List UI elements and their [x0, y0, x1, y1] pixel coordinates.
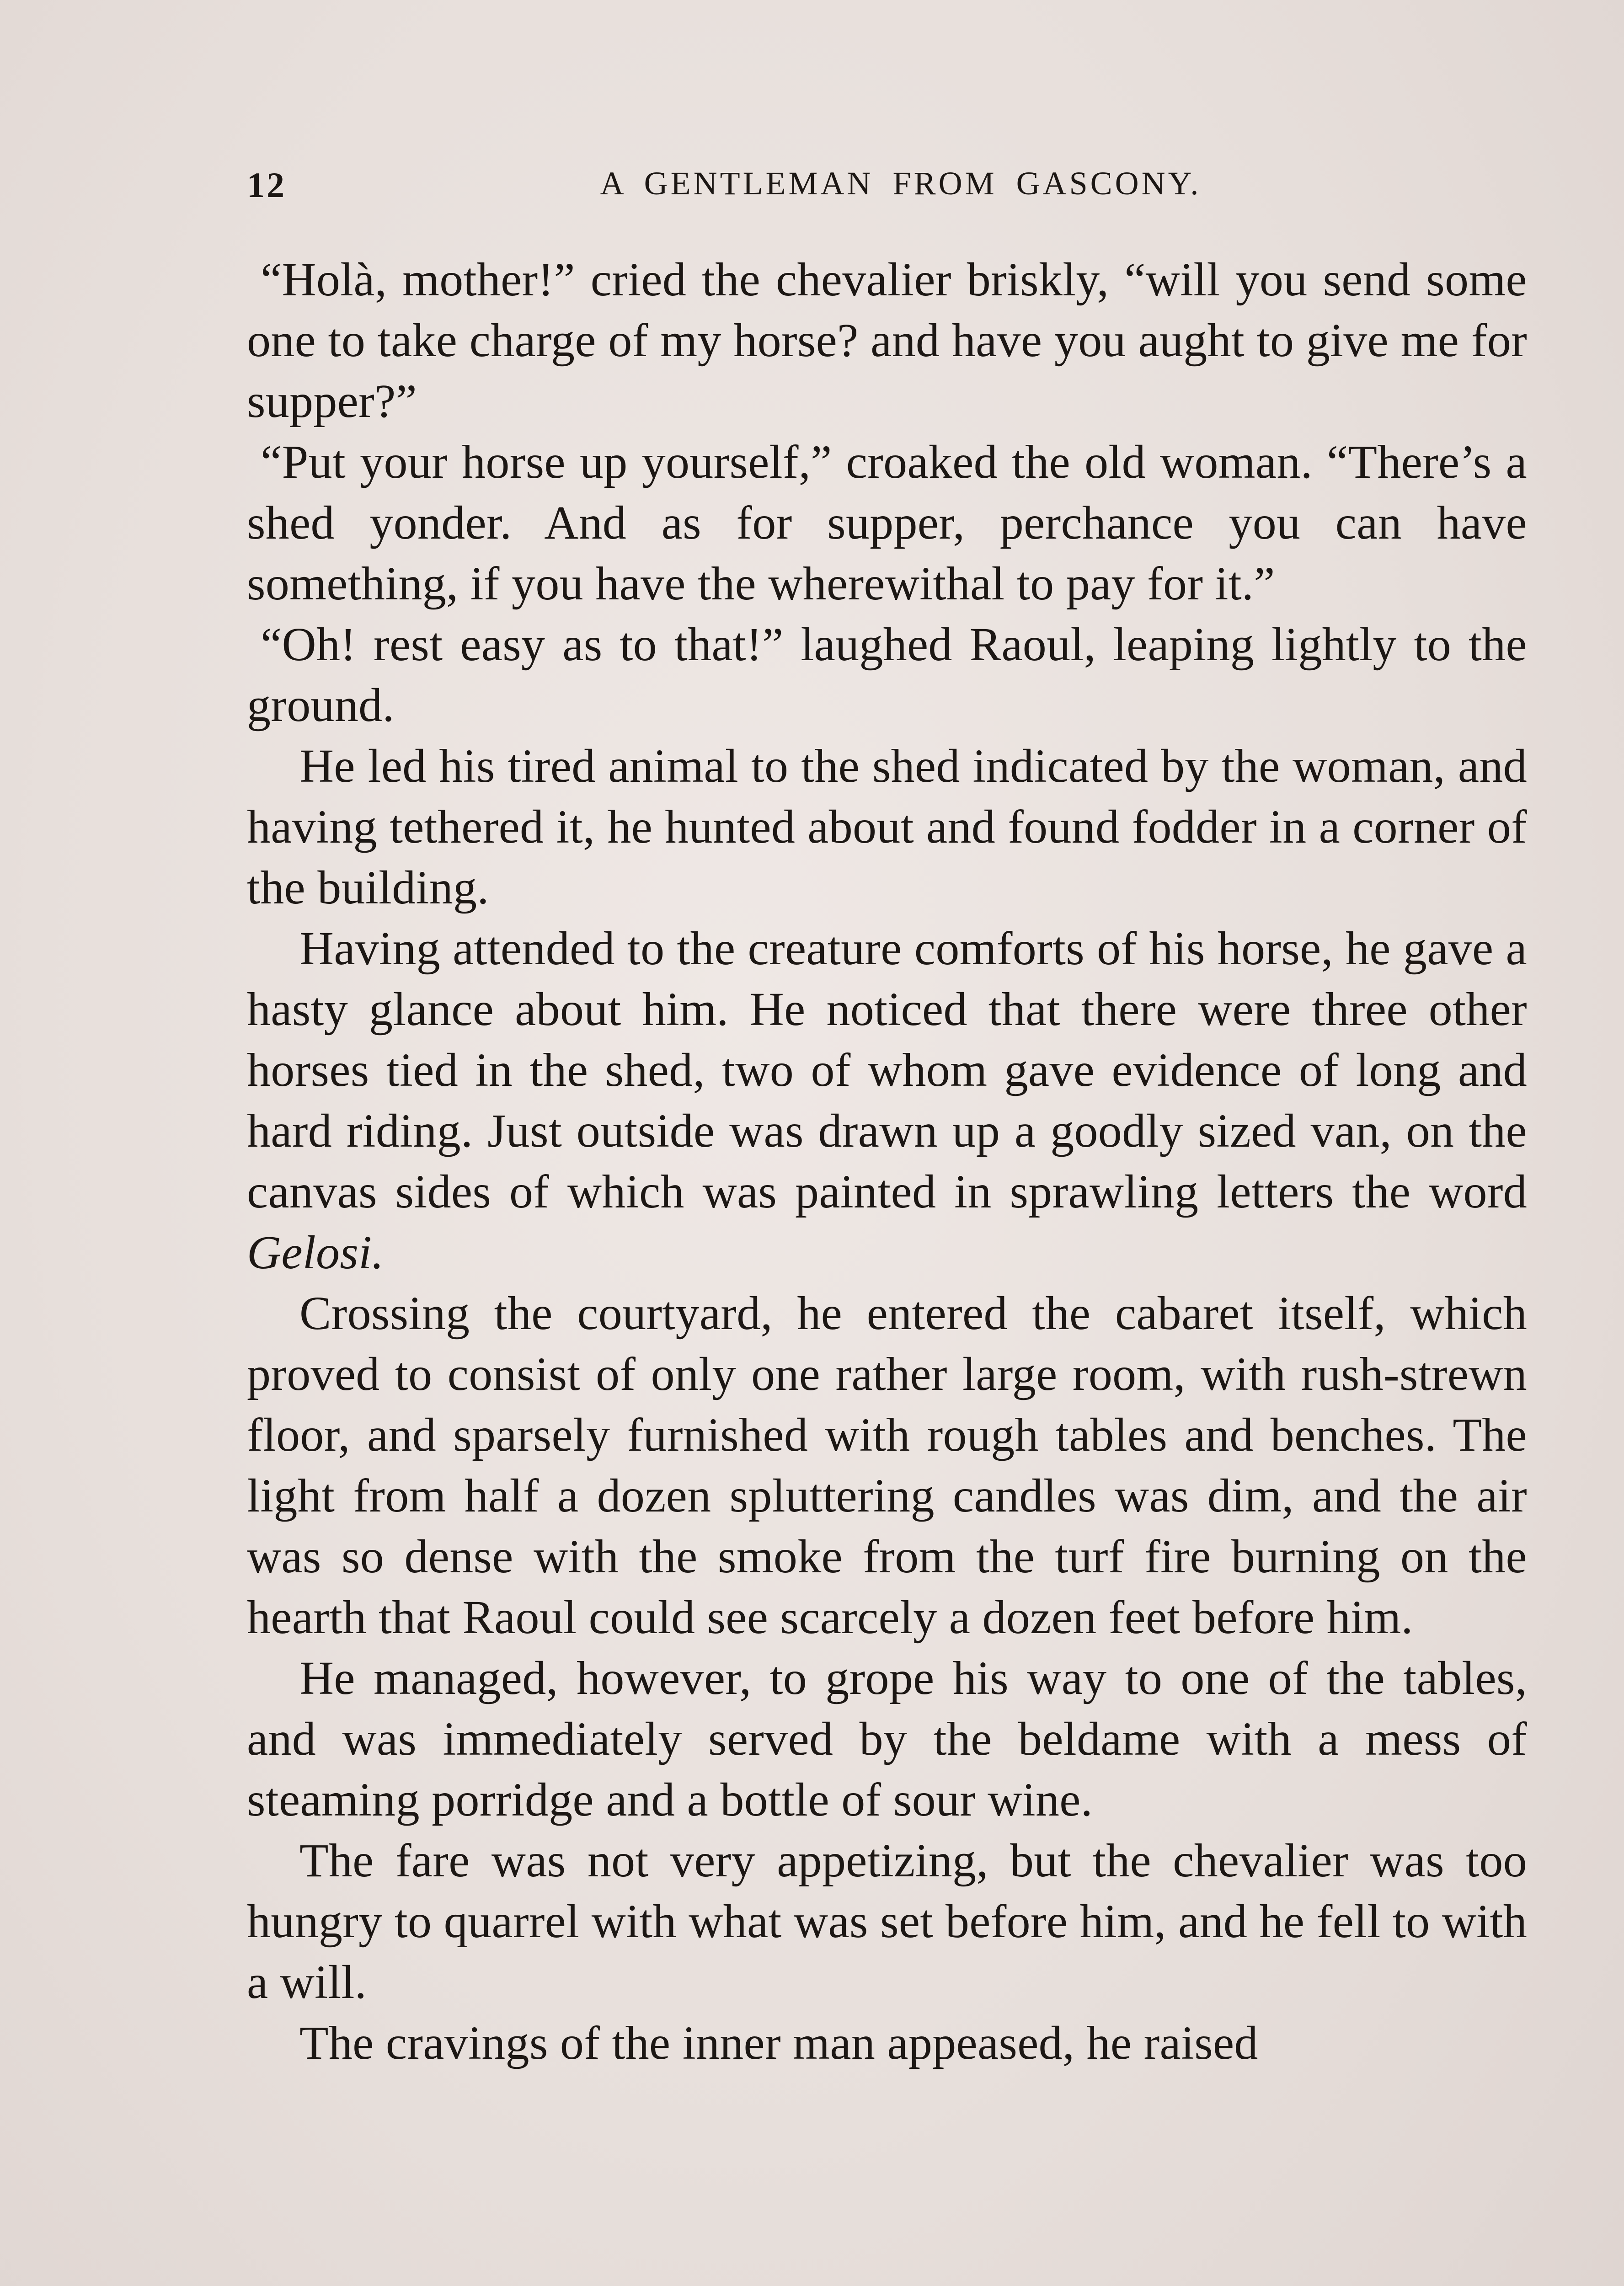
paragraph: The cravings of the inner man appeased, he raised — [299, 2017, 1258, 2069]
paragraph: He managed, however, to grope his way to one of the tables, and was immediately served by the beldame with a mess of steaming porridge and a bottle of sour wine. — [247, 1652, 1527, 1826]
paragraph-text: Having attended to the creature comforts of his horse, he gave a hasty glance about him. He noticed that there were three other horses tied in the shed, two of whom gave evidence of long and hard riding. Just outside was drawn up a goodly sized van, on the canvas sides of which was painted in sprawling letters the word — [247, 922, 1527, 1218]
paragraph: “Put your horse up yourself,” croaked the old woman. “There’s a shed yonder. And as for supper, perchance you can have something, if you have the wherewithal to pay for it.” — [247, 436, 1527, 610]
paragraph: Crossing the courtyard, he entered the cabaret itself, which proved to consist of only one rather large room, with rush-strewn floor, and sparsely furnished with rough tables and benches. The light from half a dozen spluttering candles was dim, and the air was so dense with the smoke from the turf fire burning on the hearth that Raoul could see scarcely a dozen feet before him. — [247, 1287, 1527, 1644]
italic-word: Gelosi. — [247, 1226, 384, 1279]
body-text — [247, 249, 1527, 2073]
paragraph: “Oh! rest easy as to that!” laughed Raoul, leaping lightly to the ground. — [247, 618, 1527, 732]
paragraph: The fare was not very appetizing, but the chevalier was too hungry to quarrel with what was set before him, and he fell to with a will. — [247, 1834, 1527, 2008]
running-title: A GENTLEMAN FROM GASCONY. — [600, 165, 1202, 202]
page-number: 12 — [247, 165, 286, 205]
paragraph — [247, 918, 1527, 1283]
paragraph: He led his tired animal to the shed indicated by the woman, and having tethered it, he hunted about and found fodder in a corner of the building. — [247, 740, 1527, 914]
page-header — [247, 165, 1527, 206]
paragraph: “Holà, mother!” cried the chevalier briskly, “will you send some one to take charge of my horse? and have you aught to give me for supper?” — [247, 253, 1527, 427]
